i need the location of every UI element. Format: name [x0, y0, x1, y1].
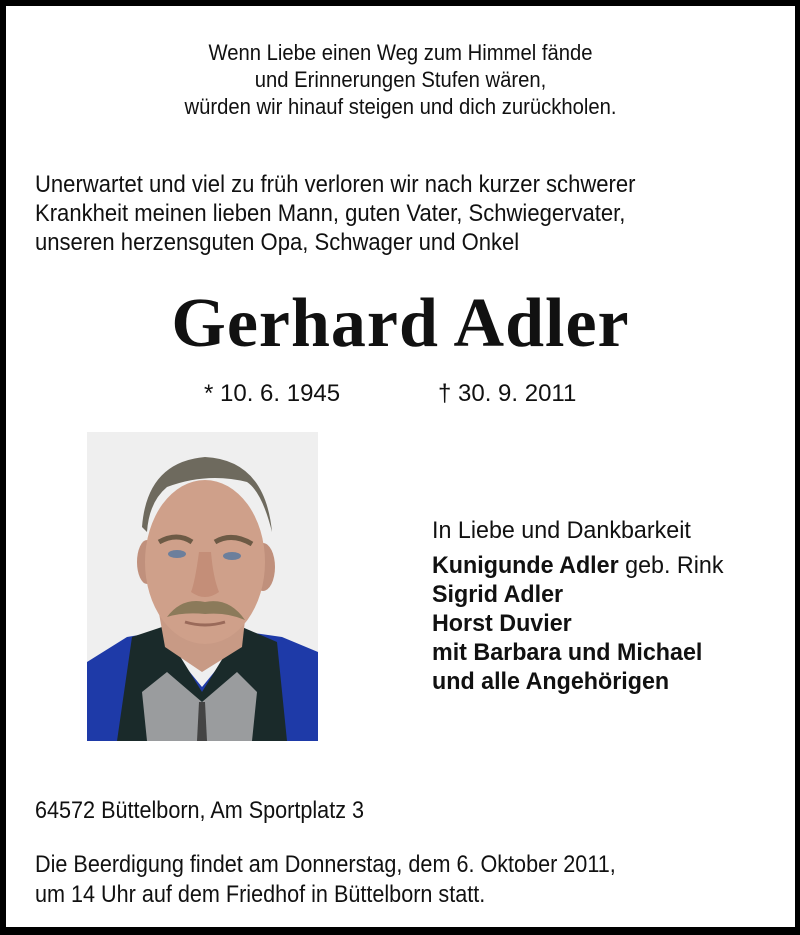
mourner-name: Horst Duvier: [432, 610, 572, 637]
death-date: † 30. 9. 2011: [438, 380, 577, 407]
obituary-notice: [6, 6, 795, 927]
mourners-list: [432, 516, 723, 696]
funeral-line: Die Beerdigung findet am Donnerstag, dem 6. Oktober 2011,: [35, 851, 616, 878]
intro-line: unseren herzensguten Opa, Schwager und Onkel: [35, 229, 520, 256]
mourner-name: Sigrid Adler: [432, 581, 564, 608]
mourner-suffix: geb. Rink: [618, 552, 724, 579]
mourners-greeting: In Liebe und Dankbarkeit: [432, 517, 691, 544]
poem-line: Wenn Liebe einen Weg zum Himmel fände: [208, 40, 593, 65]
family-address: 64572 Büttelborn, Am Sportplatz 3: [35, 797, 365, 824]
intro-line: Krankheit meinen lieben Mann, guten Vater, Schwiegervater,: [35, 200, 626, 227]
poem-line: und Erinnerungen Stufen wären,: [254, 67, 547, 92]
intro-line: Unerwartet und viel zu früh verloren wir nach kurzer schwerer: [35, 171, 636, 198]
mourner-entry: [432, 609, 723, 638]
mourner-entry: [432, 638, 723, 667]
funeral-info: [35, 850, 616, 910]
poem-line: würden wir hinauf steigen und dich zurückholen.: [184, 94, 617, 119]
intro-text: [35, 170, 635, 257]
mourner-name: und alle Angehörigen: [432, 668, 670, 695]
deceased-name: Gerhard Adler: [171, 285, 630, 362]
funeral-line: um 14 Uhr auf dem Friedhof in Büttelborn statt.: [35, 881, 486, 908]
mourner-name: mit Barbara und Michael: [432, 639, 703, 666]
birth-date: * 10. 6. 1945: [204, 380, 341, 407]
mourner-entry: [432, 667, 723, 696]
mourner-entry: [432, 551, 723, 580]
mourner-name: Kunigunde Adler: [432, 552, 619, 579]
poem: [38, 39, 764, 120]
portrait-image: [87, 432, 318, 741]
portrait-photo: [87, 432, 318, 741]
mourner-entry: [432, 580, 723, 609]
